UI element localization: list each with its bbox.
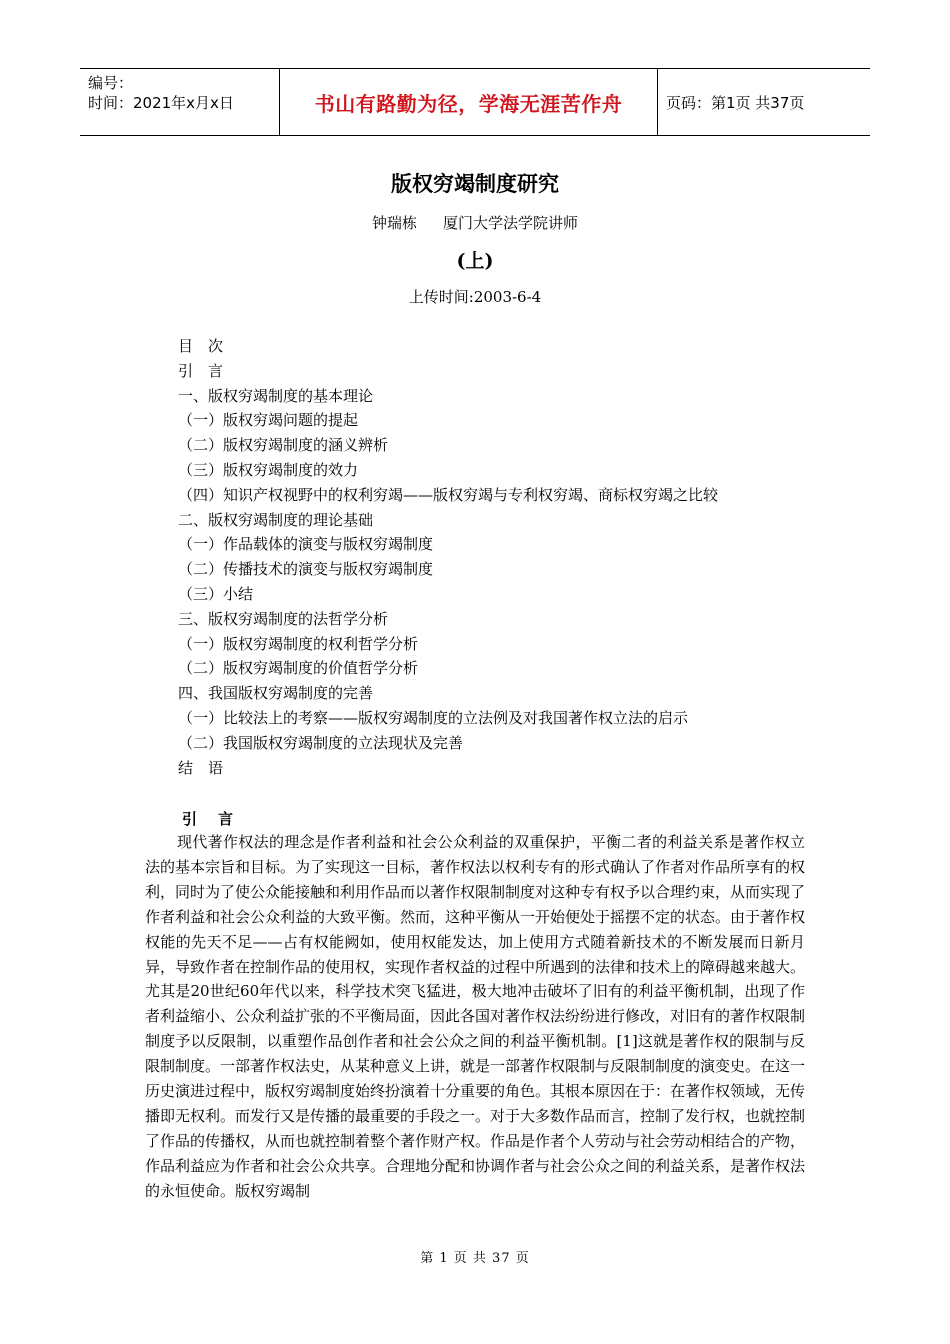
intro-paragraph: 现代著作权法的理念是作者利益和社会公众利益的双重保护，平衡二者的利益关系是著作权立法的基本宗旨和目标。为了实现这一目标，著作权法以权利专有的形式确认了作者对作品所享有的权利，同时为了使公众能接触和利用作品而以著作权限制制度对这种专有权予以合理约束，从而实现了作者利益和社会公众利益的大致平衡。然而，这种平衡从一开始便处于摇摆不定的状态。由于著作权权能的先天不足——占有权能阙如，使用权能发达，加上使用方式随着新技术的不断发展而日新月异，导致作者在控制作品的使用权，实现作者权益的过程中所遇到的法律和技术上的障碍越来越大。尤其是20世纪60年代以来，科学技术突飞猛进，极大地冲击破坏了旧有的利益平衡机制，出现了作者利益缩小、公众利益扩张的不平衡局面，因此各国对著作权法纷纷进行修改，对旧有的著作权限制制度予以反限制，以重塑作品创作者和社会公众之间的利益平衡机制。[1]这就是著作权的限制与反限制制度。一部著作权法史，从某种意义上讲，就是一部著作权限制与反限制制度的演变史。在这一历史演进过程中，版权穷竭制度始终扮演着十分重要的角色。其根本原因在于：在著作权领域，无传播即无权利。而发行又是传播的最重要的手段之一。对于大多数作品而言，控制了发行权，也就控制了作品的传播权，从而也就控制着整个著作财产权。作品是作者个人劳动与社会劳动相结合的产物，作品利益应为作者和社会公众共享。合理地分配和协调作者与社会公众之间的利益关系，是著作权法的永恒使命。版权穷竭制 bbox=[145, 833, 806, 1200]
toc-entry: 二、版权穷竭制度的理论基础 bbox=[178, 510, 374, 529]
header-meta-cell bbox=[80, 69, 280, 135]
page-footer: 第 1 页 共 37 页 bbox=[420, 1251, 530, 1266]
table-of-contents bbox=[178, 336, 718, 782]
article-part: (上) bbox=[456, 250, 494, 272]
toc-entry: （二）版权穷竭制度的价值哲学分析 bbox=[178, 659, 419, 678]
toc-entry: 目 次 bbox=[178, 337, 224, 355]
header-page-cell bbox=[658, 69, 870, 135]
document-number-label: 编号： bbox=[88, 74, 134, 92]
toc-entry: 一、版权穷竭制度的基本理论 bbox=[178, 386, 374, 405]
toc-entry: （一）比较法上的考察——版权穷竭制度的立法例及对我国著作权立法的启示 bbox=[178, 708, 689, 727]
toc-entry: （二）传播技术的演变与版权穷竭制度 bbox=[178, 560, 434, 579]
intro-heading: 引 言 bbox=[182, 810, 237, 828]
document-header bbox=[80, 68, 870, 136]
toc-entry: （二）版权穷竭制度的涵义辨析 bbox=[178, 436, 389, 455]
author-name: 钟瑞栋 bbox=[371, 214, 417, 232]
toc-entry: 引 言 bbox=[178, 361, 224, 380]
header-motto-cell bbox=[280, 69, 658, 135]
toc-entry: （三）小结 bbox=[178, 584, 254, 603]
toc-entry: 四、我国版权穷竭制度的完善 bbox=[178, 684, 374, 703]
toc-entry: （三）版权穷竭制度的效力 bbox=[178, 460, 359, 479]
toc-entry: （一）版权穷竭问题的提起 bbox=[178, 411, 359, 430]
document-date-label: 时间：2021年x月x日 bbox=[88, 94, 234, 112]
toc-entry: （四）知识产权视野中的权利穷竭——版权穷竭与专利权穷竭、商标权穷竭之比较 bbox=[178, 485, 719, 504]
header-page-label: 页码：第1页 共37页 bbox=[666, 93, 805, 112]
header-motto: 书山有路勤为径，学海无涯苦作舟 bbox=[314, 91, 623, 116]
upload-time: 上传时间:2003-6-4 bbox=[408, 288, 542, 306]
toc-entry: （一）版权穷竭制度的权利哲学分析 bbox=[178, 634, 419, 653]
article-byline bbox=[0, 212, 950, 233]
toc-entry: 结 语 bbox=[178, 758, 224, 777]
toc-entry: （二）我国版权穷竭制度的立法现状及完善 bbox=[178, 733, 464, 752]
toc-entry: 三、版权穷竭制度的法哲学分析 bbox=[178, 609, 389, 628]
author-affiliation: 厦门大学法学院讲师 bbox=[443, 214, 579, 232]
toc-entry: （一）作品载体的演变与版权穷竭制度 bbox=[178, 535, 434, 554]
article-title: 版权穷竭制度研究 bbox=[391, 171, 559, 196]
